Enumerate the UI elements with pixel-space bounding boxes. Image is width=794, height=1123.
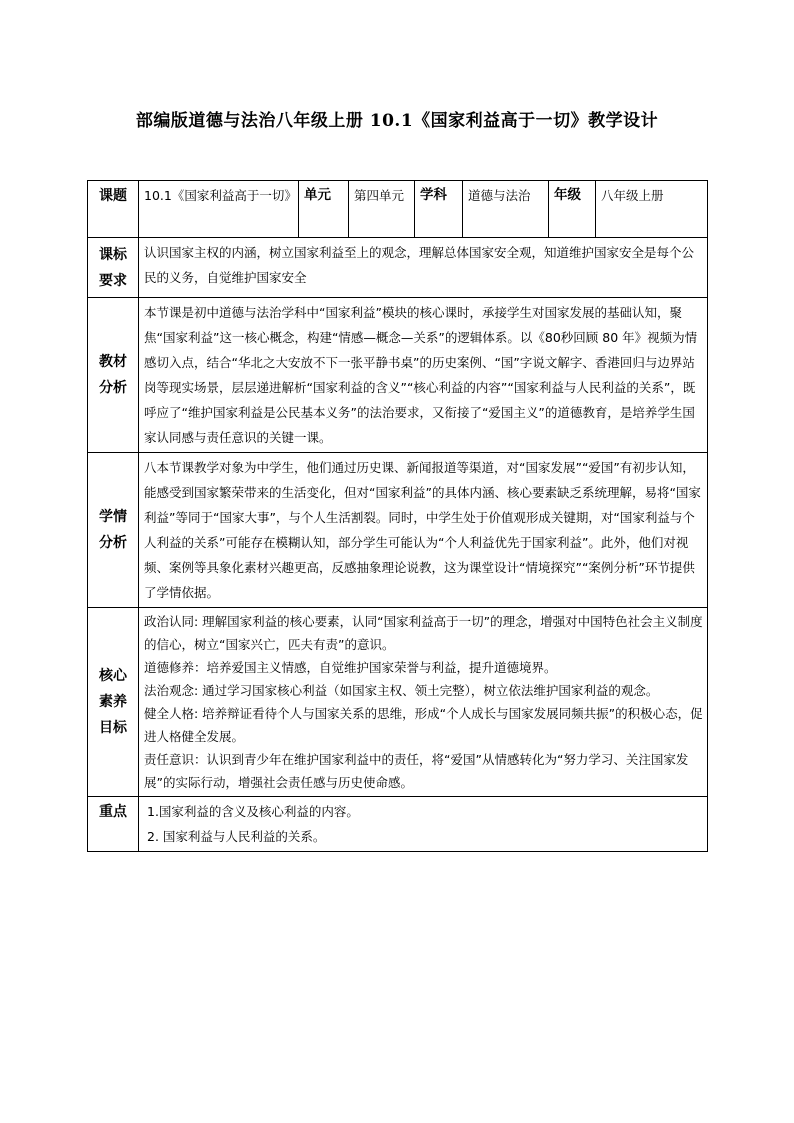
textbook-analysis-label <box>88 298 139 453</box>
core-label-line1: 核心 <box>99 668 127 684</box>
subject-label: 学科 <box>415 181 463 238</box>
unit-value: 第四单元 <box>349 181 415 238</box>
lesson-plan-table <box>87 180 708 852</box>
key-point-1: 1.国家利益的含义及核心利益的内容。 <box>147 804 359 819</box>
key-points-row <box>88 797 708 852</box>
curriculum-row <box>88 238 708 298</box>
goal-healthy-personality: 健全人格: 培养辩证看待个人与国家关系的思维，形成“个人成长与国家发展同频共振”的积极心态，促进人格健全发展。 <box>144 706 703 744</box>
textbook-analysis-row <box>88 298 708 453</box>
textbook-label-line2: 分析 <box>99 380 127 396</box>
goal-responsibility: 责任意识：认识到青少年在维护国家利益中的责任，将“爱国”从情感转化为“努力学习、关注国家发展”的实际行动，增强社会责任感与历史使命感。 <box>144 752 689 790</box>
curriculum-text: 认识国家主权的内涵，树立国家利益至上的观念，理解总体国家安全观，知道维护国家安全是每个公民的义务，自觉维护国家安全 <box>139 238 708 298</box>
textbook-label-line1: 教材 <box>99 354 127 370</box>
learner-label-line1: 学情 <box>99 509 127 525</box>
key-point-2: 2. 国家利益与人民利益的关系。 <box>147 829 326 844</box>
core-label-line2: 素养 <box>99 694 127 710</box>
key-points-content <box>139 797 708 852</box>
textbook-analysis-text: 本节课是初中道德与法治学科中“国家利益”模块的核心课时，承接学生对国家发展的基础认知，聚焦“国家利益”这一核心概念，构建“情感—概念—关系”的逻辑体系。以《80秒回顾 80 年》视频为情感切入点，结合“华北之大安放不下一张平静书桌”的历史案例、“国”字说文解字、香港回归与边界站岗等现实场景，层层递进解析“国家利益的含义”“核心利益的内容”“国家利益与人民利益的关系”，既呼应了“维护国家利益是公民基本义务”的法治要求，又衔接了“爱国主义”的道德教育，是培养学生国家认同感与责任意识的关键一课。 <box>139 298 708 453</box>
learner-analysis-text: 八本节课教学对象为中学生，他们通过历史课、新闻报道等渠道，对“国家发展”“爱国”有初步认知，能感受到国家繁荣带来的生活变化，但对“国家利益”的具体内涵、核心要素缺乏系统理解，易将“国家利益”等同于“国家大事”，与个人生活割裂。同时，中学生处于价值观形成关键期，对“国家利益与个人利益的关系”可能存在模糊认知，部分学生可能认为“个人利益优先于国家利益”。此外，他们对视频、案例等具象化素材兴趣更高，反感抽象理论说教，这为课堂设计“情境探究”“案例分析”环节提供了学情依据。 <box>139 453 708 608</box>
goal-rule-of-law: 法治观念: 通过学习国家核心利益（如国家主权、领土完整），树立依法维护国家利益的观念。 <box>144 683 659 698</box>
learner-label-line2: 分析 <box>99 535 127 551</box>
core-label-line3: 目标 <box>99 720 127 736</box>
document-title: 部编版道德与法治八年级上册 10.1《国家利益高于一切》教学设计 <box>135 111 659 131</box>
core-goals-content <box>139 608 708 797</box>
topic-label: 课题 <box>88 181 139 238</box>
core-goals-row <box>88 608 708 797</box>
grade-label: 年级 <box>549 181 596 238</box>
grade-value: 八年级上册 <box>596 181 708 238</box>
key-points-label: 重点 <box>88 797 139 852</box>
core-goals-label <box>88 608 139 797</box>
learner-analysis-label <box>88 453 139 608</box>
curriculum-label-line2: 要求 <box>99 272 127 289</box>
unit-label: 单元 <box>299 181 349 238</box>
curriculum-label <box>88 238 139 298</box>
topic-value: 10.1《国家利益高于一切》 <box>139 181 299 238</box>
learner-analysis-row <box>88 453 708 608</box>
subject-value: 道德与法治 <box>463 181 549 238</box>
curriculum-label-line1: 课标 <box>99 246 127 263</box>
goal-moral-cultivation: 道德修养：培养爱国主义情感，自觉维护国家荣誉与利益，提升道德境界。 <box>144 660 557 675</box>
goal-political-identity: 政治认同: 理解国家利益的核心要素，认同“国家利益高于一切”的理念，增强对中国特色社会主义制度的信心，树立“国家兴亡，匹夫有责”的意识。 <box>144 614 703 652</box>
header-row <box>88 181 708 238</box>
